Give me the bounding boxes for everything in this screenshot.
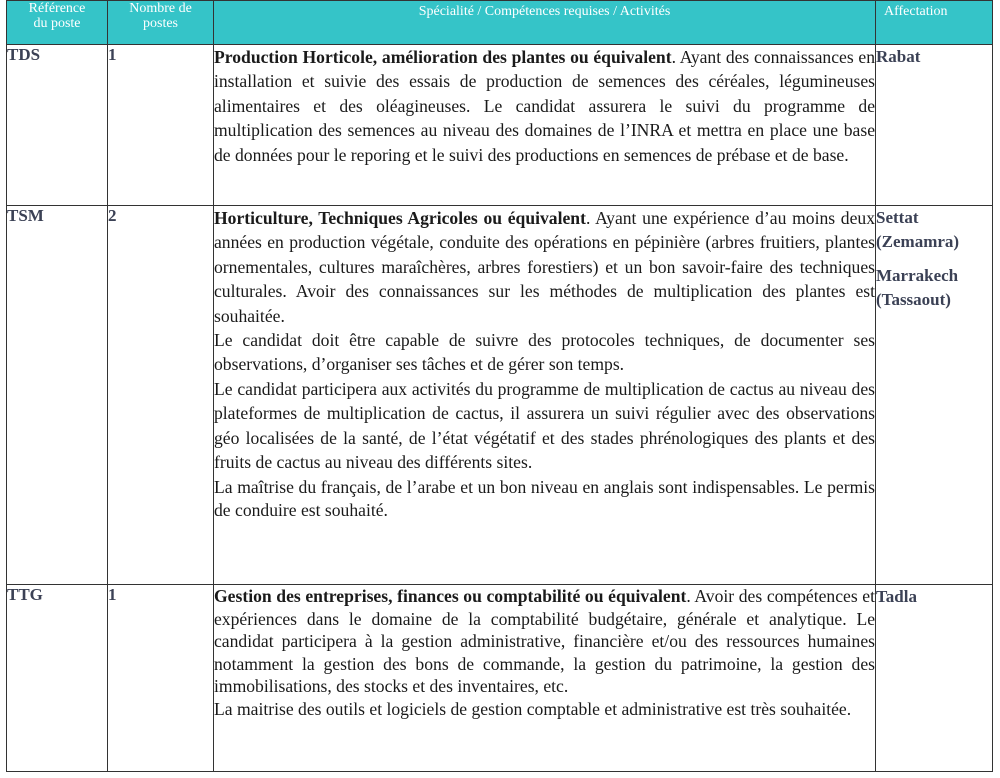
header-nombre: Nombre de postes <box>108 1 214 45</box>
table-row <box>7 206 993 585</box>
description-paragraph: Le candidat participera aux activités du programme de multiplication de cactus au niveau des plateformes de multiplication de cactus, il assurera un suivi régulier avec des observations géo localisées de la santé, de l’état végétatif et des stades phrénologiques des plants et des fruits de cactus au niveau des différents sites. <box>214 378 875 473</box>
affectation-city: Tadla <box>876 587 917 606</box>
cell-nombre: 2 <box>108 206 214 585</box>
affectation-city: Marrakech <box>876 266 959 285</box>
description-paragraph: La maitrise des outils et logiciels de gestion comptable et administrative est très souhaitée. <box>214 698 852 719</box>
cell-description <box>214 45 876 206</box>
specialty-title: Horticulture, Techniques Agricoles ou équivalent <box>214 208 586 228</box>
description-paragraph: Gestion des entreprises, finances ou comptabilité ou équivalent. Avoir des compétences et expériences dans le domaine de la comptabilité budgétaire, générale et analytique. Le candidat participera à la gestion administrative, financière et/ou des ressources humaines notamment la gestion des bons de commande, la gestion du patrimoine, la gestion des immobilisations, des stocks et des inventaires, etc. <box>214 586 875 697</box>
description-paragraph: Horticulture, Techniques Agricoles ou équivalent. Ayant une expérience d’au moins deux années en production végétale, conduite des opérations en pépinière (arbres fruitiers, plantes ornementales, cultures maraîchères, arbres forestiers) et un bon savoir-faire des techniques culturales. Avoir des connaissances sur les méthodes de multiplication des plantes est souhaitée. <box>214 208 876 326</box>
header-reference: Référence du poste <box>7 1 108 45</box>
cell-reference: TTG <box>7 585 108 772</box>
description-paragraph: Le candidat doit être capable de suivre des protocoles techniques, de documenter ses observations, d’organiser ses tâches et de gérer son temps. <box>214 330 875 375</box>
specialty-title: Production Horticole, amélioration des plantes ou équivalent <box>214 47 672 67</box>
cell-reference: TSM <box>7 206 108 585</box>
cell-affectation <box>876 45 993 206</box>
affectation-city: (Tassaout) <box>876 290 951 309</box>
table-header-row <box>7 1 993 45</box>
table-row <box>7 45 993 206</box>
cell-nombre: 1 <box>108 45 214 206</box>
affectation-city: Rabat <box>876 47 921 66</box>
cell-affectation <box>876 585 993 772</box>
affectation-city: Settat <box>876 208 919 227</box>
cell-description <box>214 206 876 585</box>
job-postings-table <box>6 0 993 772</box>
description-paragraph: Production Horticole, amélioration des plantes ou équivalent. Ayant des connaissances en installation et suivie des essais de production de semences des céréales, légumineuses alimentaires et des oléagineuses. Le candidat assurera le suivi du programme de multiplication des semences au niveau des domaines de l’INRA et mettra en place une base de données pour le reporing et le suivi des productions en semences de prébase et de base. <box>214 47 875 165</box>
cell-description <box>214 585 876 772</box>
description-paragraph: La maîtrise du français, de l’arabe et un bon niveau en anglais sont indispensables. Le permis de conduire est souhaité. <box>214 477 875 521</box>
table-row <box>7 585 993 772</box>
cell-reference: TDS <box>7 45 108 206</box>
affectation-city: (Zemamra) <box>876 232 960 251</box>
header-affectation: Affectation <box>876 1 993 45</box>
cell-affectation <box>876 206 993 585</box>
specialty-title: Gestion des entreprises, finances ou comptabilité ou équivalent <box>214 586 687 606</box>
header-specialite: Spécialité / Compétences requises / Activités <box>214 1 876 45</box>
cell-nombre: 1 <box>108 585 214 772</box>
